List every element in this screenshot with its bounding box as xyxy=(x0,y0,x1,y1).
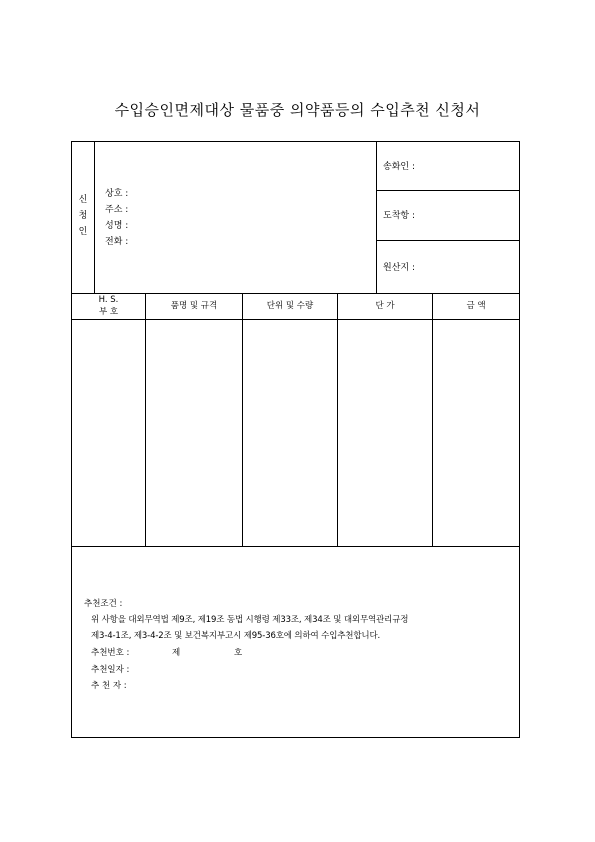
conditions-label: 추천조건 : xyxy=(84,599,123,609)
divider xyxy=(376,190,519,191)
recommendation-number-prefix: 제 xyxy=(172,648,181,658)
applicant-address-field[interactable]: 주소 : xyxy=(105,205,129,215)
applicant-phone-field[interactable]: 전화 : xyxy=(105,237,129,247)
origin-field[interactable]: 원산지 : xyxy=(383,263,415,273)
item-spec-header: 품명 및 규격 xyxy=(170,301,218,311)
shipper-field[interactable]: 송화인 : xyxy=(383,162,415,172)
applicant-label xyxy=(72,192,94,240)
divider xyxy=(376,240,519,241)
application-form xyxy=(71,141,520,738)
unit-qty-header: 단위 및 수량 xyxy=(266,301,314,311)
applicant-label-char: 인 xyxy=(78,227,88,237)
divider xyxy=(337,293,338,546)
divider xyxy=(432,293,433,546)
recommender-label: 추 천 자 : xyxy=(91,681,127,691)
applicant-label-char: 청 xyxy=(78,211,88,221)
divider xyxy=(376,142,377,293)
unit-price-header: 단 가 xyxy=(375,301,395,311)
divider xyxy=(94,142,95,293)
hs-code-header xyxy=(72,292,145,320)
divider xyxy=(145,293,146,546)
page-title: 수입승인면제대상 물품중 의약품등의 수입추천 신청서 xyxy=(114,101,481,119)
destination-port-field[interactable]: 도착항 : xyxy=(383,211,415,221)
recommendation-text-line1: 위 사항을 대외무역법 제9조, 제19조 동법 시행령 제33조, 제34조 및 대외무역관리규정 xyxy=(91,615,409,625)
hs-code-header-line2: 부 호 xyxy=(98,307,119,317)
applicant-label-char: 신 xyxy=(78,195,88,205)
amount-header: 금 액 xyxy=(466,301,486,311)
recommendation-number-suffix: 호 xyxy=(234,648,243,658)
hs-code-header-line1: H. S. xyxy=(98,295,119,305)
applicant-name-field[interactable]: 성명 : xyxy=(105,221,129,231)
recommendation-number-label: 추천번호 : xyxy=(91,648,130,658)
applicant-company-field[interactable]: 상호 : xyxy=(105,189,129,199)
recommendation-date-label: 추천일자 : xyxy=(91,665,130,675)
divider xyxy=(72,546,519,547)
recommendation-text-line2: 제3-4-1조, 제3-4-2조 및 보건복지부고시 제95-36호에 의하여 수입추천합니다. xyxy=(91,631,381,641)
divider xyxy=(242,293,243,546)
